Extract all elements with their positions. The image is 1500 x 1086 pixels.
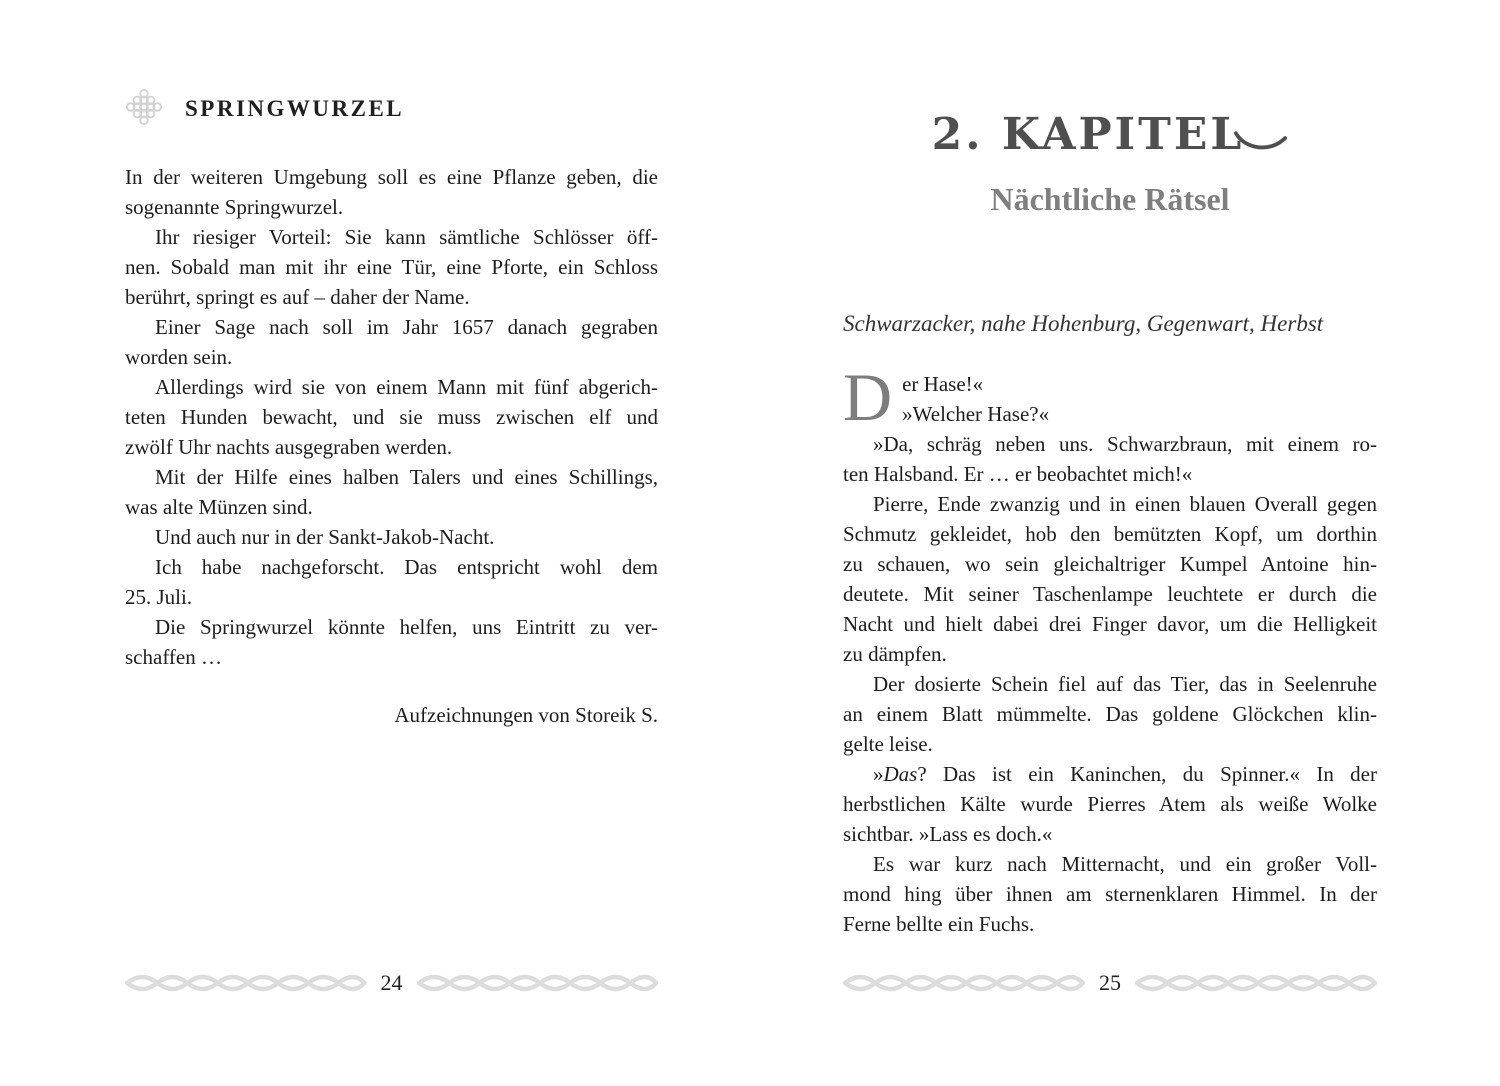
text-line: herbstlichen Kälte wurde Pierres Atem als weiße Wolke — [843, 792, 1377, 816]
footer-right — [843, 970, 1377, 996]
drop-cap: D — [843, 359, 893, 435]
text-line: sichtbar. »Lass es doch.« — [843, 822, 1053, 846]
paragraph — [843, 849, 1377, 939]
text-line: Schmutz gekleidet, hob den bemützten Kopf, um dorthin — [843, 522, 1377, 546]
dateline: Schwarzacker, nahe Hohenburg, Gegenwart, Herbst — [843, 311, 1324, 336]
text-line: sogenannte Springwurzel. — [125, 195, 344, 219]
text-line: Ihr riesiger Vorteil: Sie kann sämtliche Schlösser öff- — [155, 225, 658, 249]
running-head-title: SPRINGWURZEL — [185, 96, 405, 121]
text-line: Ich habe nachgeforscht. Das entspricht wohl dem — [155, 555, 658, 579]
paragraph — [125, 522, 658, 552]
paragraph — [125, 612, 658, 672]
text-line: teten Hunden bewacht, und sie muss zwischen elf und — [125, 405, 658, 429]
text-line: Nacht und hielt dabei drei Finger davor, um die Helligkeit — [843, 612, 1377, 636]
text-line: Und auch nur in der Sankt-Jakob-Nacht. — [155, 525, 495, 549]
text-line: Pierre, Ende zwanzig und in einen blauen Overall gegen — [873, 492, 1377, 516]
text-line: In der weiteren Umgebung soll es eine Pflanze geben, die — [125, 165, 658, 189]
text-line: »Da, schräg neben uns. Schwarzbraun, mit einem ro- — [873, 432, 1377, 456]
knot-icon — [125, 84, 163, 135]
paragraph — [125, 162, 658, 222]
paragraph — [843, 759, 1377, 849]
text-line: Der dosierte Schein fiel auf das Tier, das in Seelenruhe — [873, 672, 1377, 696]
text-line: zwölf Uhr nachts ausgegraben werden. — [125, 435, 453, 459]
text-line: mond hing über ihnen am sternenklaren Himmel. In der — [843, 882, 1377, 906]
paragraph — [843, 669, 1377, 759]
text-line: deutete. Mit seiner Taschenlampe leuchtete er durch die — [843, 582, 1377, 606]
text-line: gelte leise. — [843, 732, 933, 756]
title-swash-icon — [1234, 113, 1288, 164]
text-line: Es war kurz nach Mitternacht, und ein großer Voll- — [873, 852, 1377, 876]
paragraph — [125, 552, 658, 612]
page-left — [125, 86, 658, 730]
paragraph — [125, 312, 658, 372]
paragraph — [843, 429, 1377, 489]
chapter-title-text: 2. KAPITEL — [931, 109, 1245, 160]
text-line: 25. Juli. — [125, 585, 193, 609]
paragraph — [125, 372, 658, 462]
paragraph — [125, 462, 658, 522]
text-line: zu dämpfen. — [843, 642, 947, 666]
text-line: schaffen … — [125, 645, 222, 669]
text-line: nen. Sobald man mit ihr eine Tür, eine Pforte, ein Schloss — [125, 255, 658, 279]
text-line: Mit der Hilfe eines halben Talers und eines Schillings, — [155, 465, 658, 489]
running-head — [125, 86, 658, 132]
braid-chain-icon — [843, 970, 1085, 996]
text-line: Allerdings wird sie von einem Mann mit fünf abgerich- — [155, 375, 658, 399]
opening-lines — [843, 359, 1377, 435]
text-line: Ferne bellte ein Fuchs. — [843, 912, 1035, 936]
chapter-title — [843, 109, 1377, 165]
paragraph — [843, 489, 1377, 669]
text-line: zu schauen, wo sein gleichaltriger Kumpel Antoine hin- — [843, 552, 1377, 576]
signature-line: Aufzeichnungen von Storeik S. — [394, 703, 658, 727]
right-body-text — [843, 429, 1377, 939]
text-line: »Das? Das ist ein Kaninchen, du Spinner.« In der — [873, 762, 1377, 786]
paragraph — [125, 222, 658, 312]
page-number-left: 24 — [380, 970, 403, 995]
braid-chain-icon — [1135, 970, 1377, 996]
text-line: er Hase!« — [902, 372, 984, 396]
text-line: Einer Sage nach soll im Jahr 1657 danach gegraben — [155, 315, 658, 339]
chapter-subtitle: Nächtliche Rätsel — [990, 181, 1230, 217]
opening-paragraph — [843, 359, 1377, 435]
left-body-text — [125, 162, 658, 672]
braid-chain-icon — [417, 970, 659, 996]
text-line: worden sein. — [125, 345, 233, 369]
footer-left — [125, 970, 658, 996]
page-number-right: 25 — [1099, 970, 1121, 995]
text-line: ten Halsband. Er … er beobachtet mich!« — [843, 462, 1193, 486]
text-line: berührt, springt es auf – daher der Name. — [125, 285, 470, 309]
braid-chain-icon — [125, 970, 367, 996]
page-right — [843, 85, 1377, 939]
text-line: an einem Blatt mümmelte. Das goldene Glöckchen klin- — [843, 702, 1377, 726]
text-line: »Welcher Hase?« — [902, 402, 1050, 426]
text-line: Die Springwurzel könnte helfen, uns Eintritt zu ver- — [155, 615, 658, 639]
text-line: was alte Münzen sind. — [125, 495, 313, 519]
